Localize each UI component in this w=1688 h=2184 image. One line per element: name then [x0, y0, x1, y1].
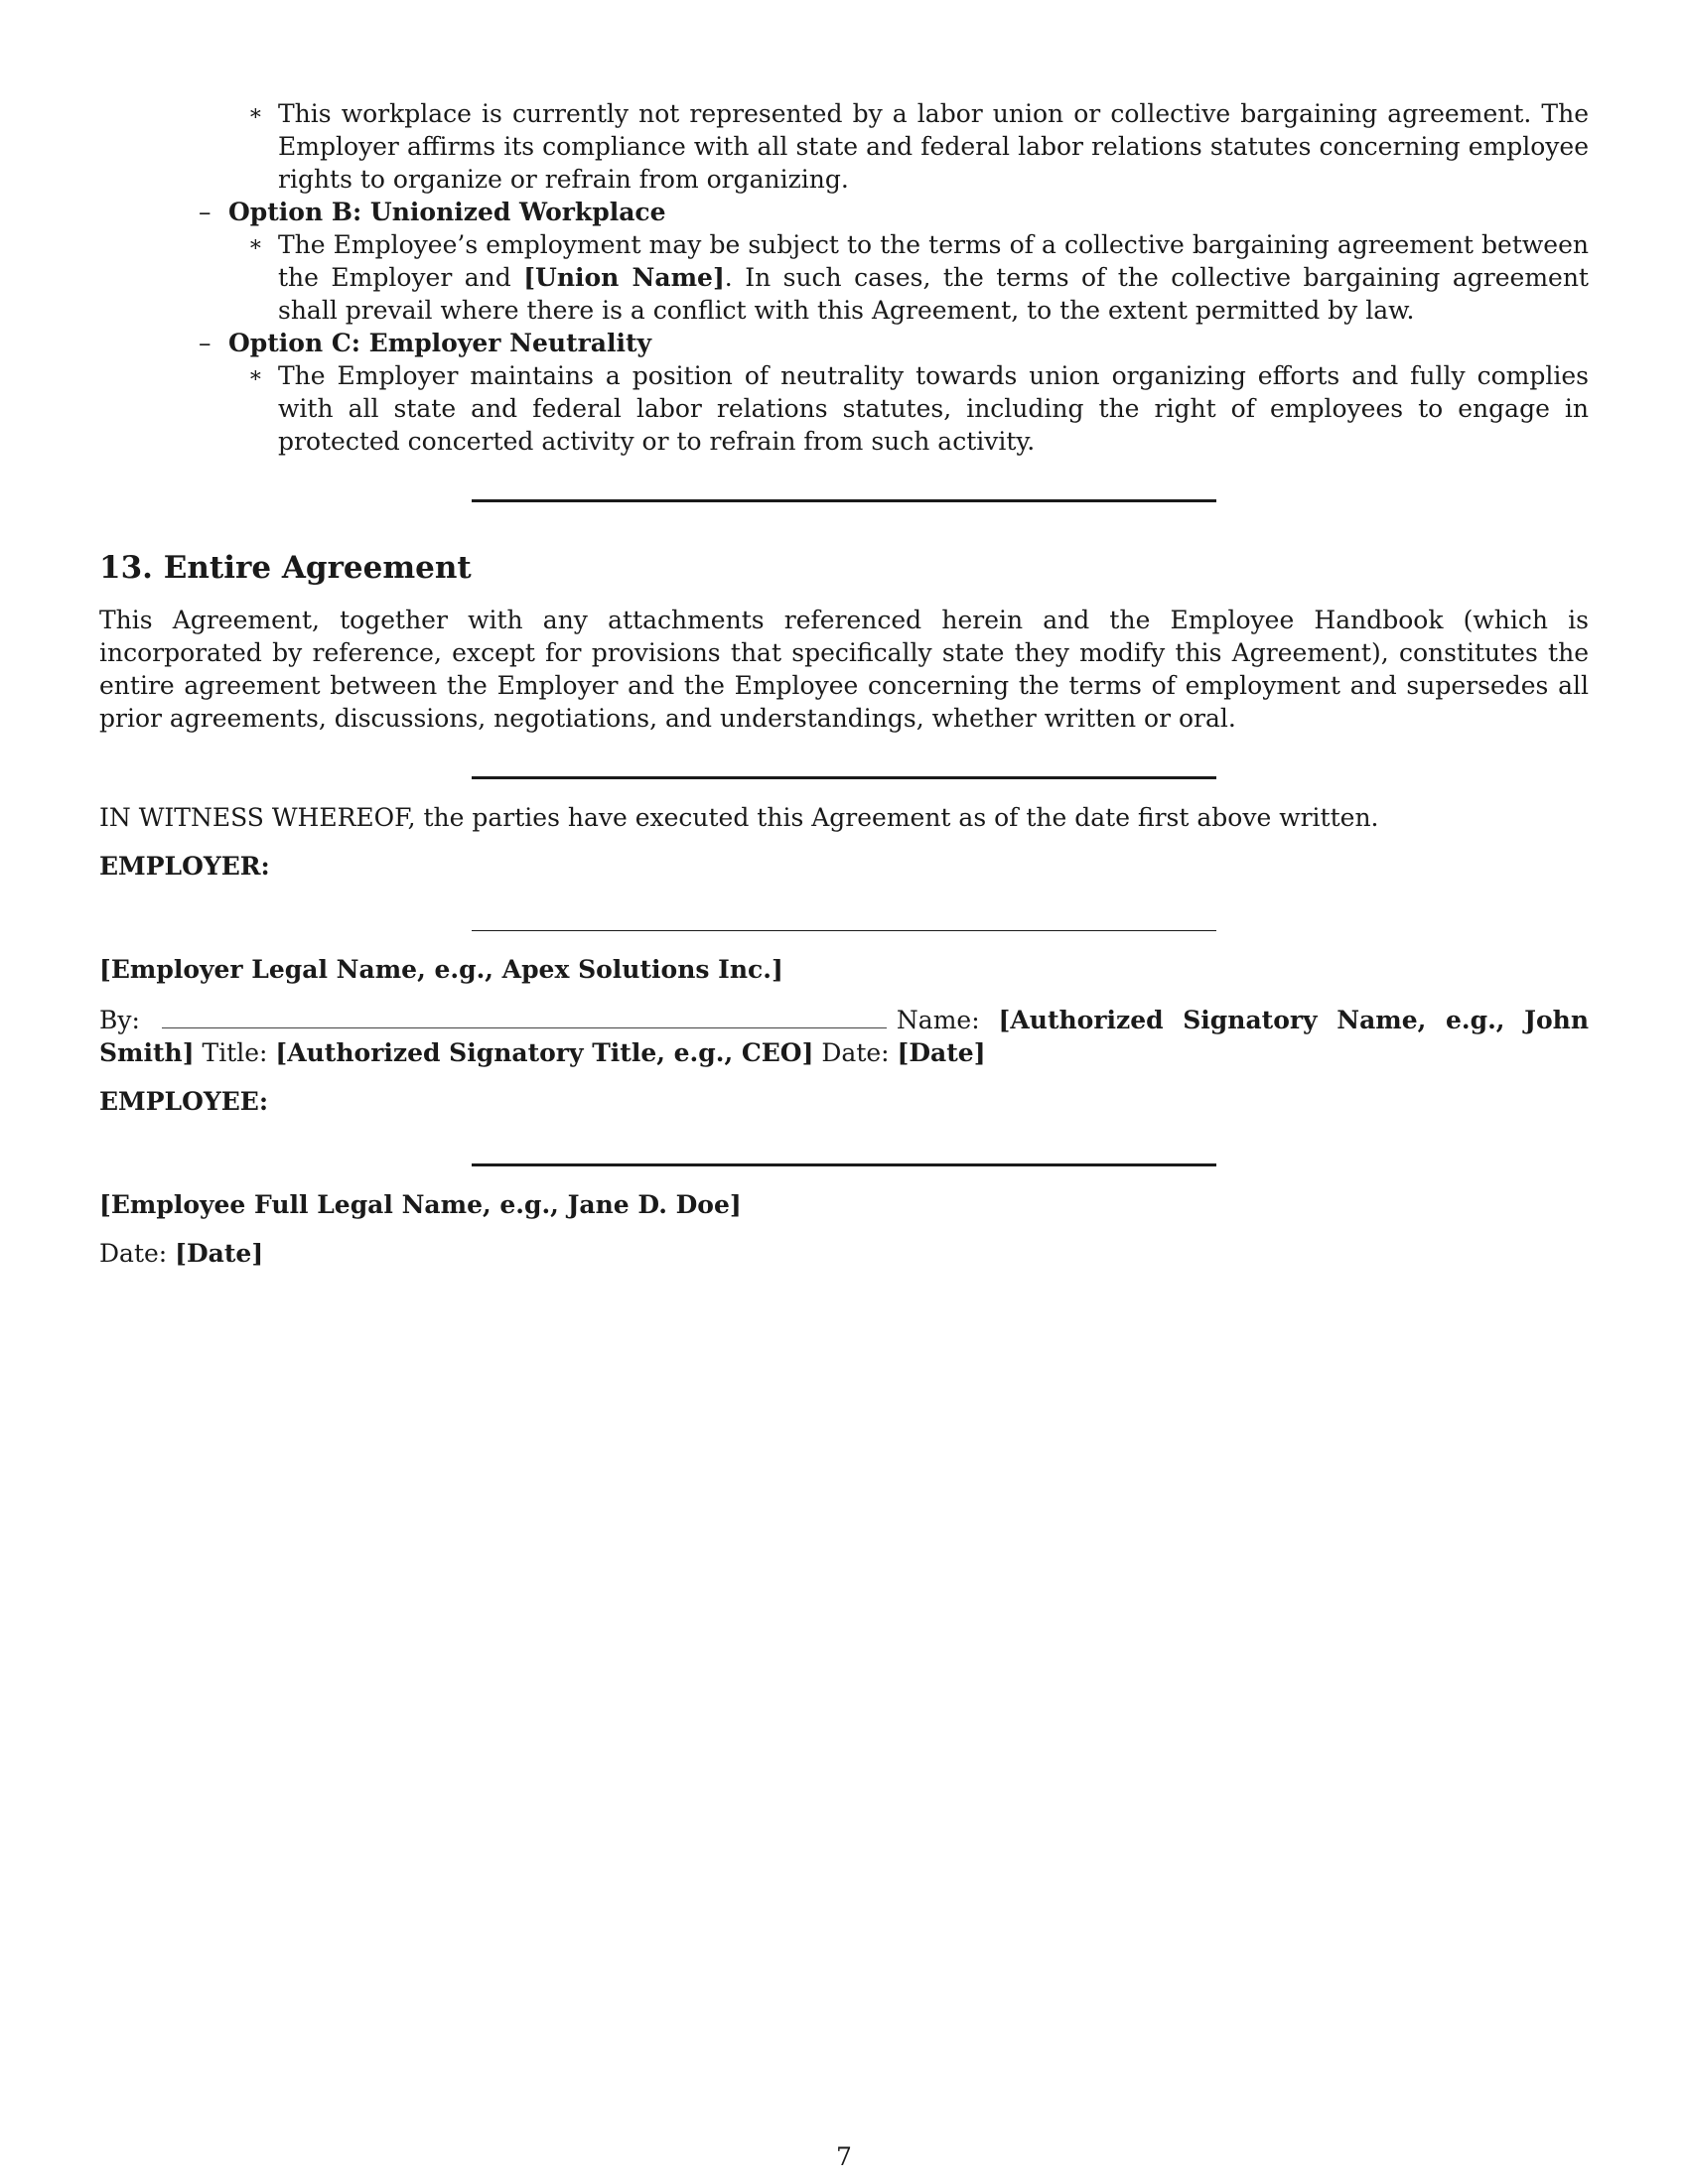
employer-signature-line	[472, 930, 1216, 931]
employer-label: EMPLOYER:	[99, 852, 270, 881]
section-13-body: This Agreement, together with any attachments referenced herein and the Employee Handbook (which is incorporated by reference, except for provisions that specifically state they modify this Agreement), constitutes the entire agreement between the Employer and the Employee concerning the terms of employment and supersedes all prior agreements, discussions, negotiations, and understandings, whether written or oral.	[99, 606, 1589, 733]
employee-signature-line	[472, 1163, 1216, 1166]
option-c-item	[248, 359, 1589, 458]
option-b-text-1: The Employee’s employment may be subject to the terms of a collective bargaining agreement between the Employer and	[278, 230, 1589, 292]
employee-date-label: Date:	[99, 1239, 168, 1268]
option-c-title: Option C: Employer Neutrality	[228, 329, 652, 357]
section-divider	[472, 499, 1216, 502]
dash-icon: –	[199, 329, 211, 357]
bullet-star-icon: ∗	[248, 232, 263, 257]
option-b-title: Option B: Unionized Workplace	[228, 198, 666, 226]
employer-name: [Employer Legal Name, e.g., Apex Solutions Inc.]	[99, 955, 783, 984]
employer-signatory-block	[99, 1004, 1589, 1069]
signatory-name: [Authorized Signatory Name, e.g., John Smith]	[99, 1006, 1589, 1067]
by-signature-field[interactable]	[162, 1008, 887, 1028]
employer-date: [Date]	[897, 1038, 986, 1067]
option-a-item	[248, 97, 1589, 196]
employee-date-line	[99, 1237, 1589, 1270]
title-label: Title:	[202, 1038, 268, 1067]
signatory-title: [Authorized Signatory Title, e.g., CEO]	[275, 1038, 814, 1067]
option-a-text: This workplace is currently not represented by a labor union or collective bargaining agreement. The Employer affirms its compliance with all state and federal labor relations statutes concerning employee rights to organize or refrain from organizing.	[278, 99, 1589, 194]
by-label: By:	[99, 1006, 140, 1034]
option-b-heading	[199, 196, 1589, 228]
document-page	[99, 97, 1589, 1270]
employee-name: [Employee Full Legal Name, e.g., Jane D. Doe]	[99, 1190, 742, 1219]
option-c-text: The Employer maintains a position of neutrality towards union organizing efforts and fully complies with all state and federal labor relations statutes, including the right of employees to engage in protected concerted activity or to refrain from such activity.	[278, 361, 1589, 456]
bullet-star-icon: ∗	[248, 101, 263, 126]
option-c-heading	[199, 327, 1589, 359]
section-13-heading: 13. Entire Agreement	[99, 550, 472, 586]
page-number: 7	[836, 2142, 852, 2171]
date-label: Date:	[821, 1038, 890, 1067]
union-name-placeholder: [Union Name]	[523, 263, 725, 292]
section-divider	[472, 776, 1216, 779]
name-label: Name:	[896, 1006, 980, 1034]
option-b-item	[248, 228, 1589, 327]
employee-date: [Date]	[175, 1239, 264, 1268]
bullet-star-icon: ∗	[248, 363, 263, 388]
dash-icon: –	[199, 198, 211, 226]
employee-label: EMPLOYEE:	[99, 1087, 269, 1116]
witness-statement: IN WITNESS WHEREOF, the parties have executed this Agreement as of the date first above written.	[99, 803, 1379, 832]
option-b-text-2: . In such cases, the terms of the collective bargaining agreement shall prevail where there is a conflict with this Agreement, to the extent permitted by law.	[278, 263, 1589, 325]
